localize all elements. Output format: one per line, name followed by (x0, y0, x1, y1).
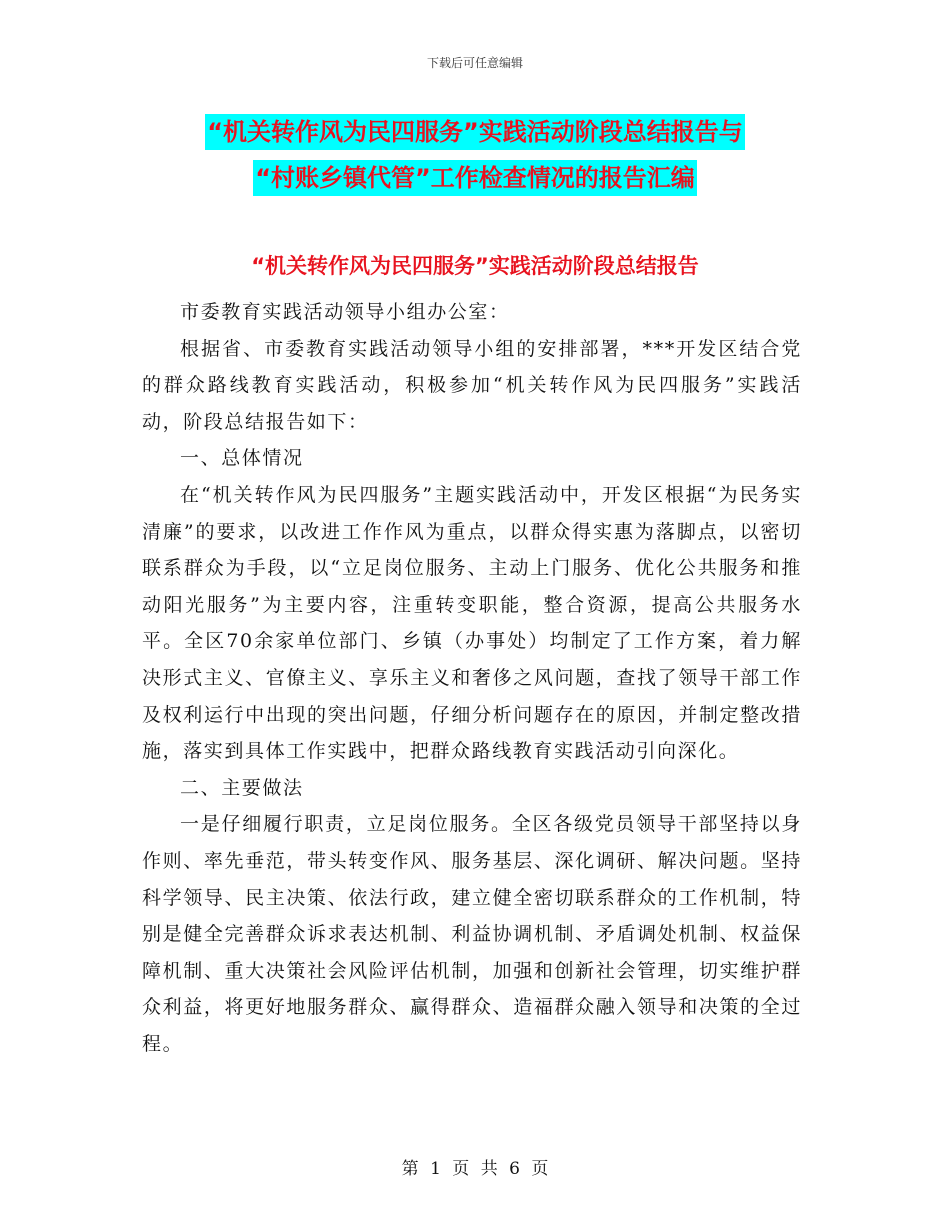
paragraph-intro: 根据省、市委教育实践活动领导小组的安排部署，***开发区结合党的群众路线教育实践活动，积极参加“机关转作风为民四服务”实践活动，阶段总结报告如下： (142, 337, 802, 433)
heading-overview: 一、总体情况 (180, 447, 304, 470)
document-body (142, 294, 802, 1062)
document-title-line-2 (0, 158, 950, 193)
page-footer: 第 1 页 共 6 页 (401, 1159, 549, 1179)
salutation: 市委教育实践活动领导小组办公室： (180, 301, 510, 323)
title-highlight-1: “机关转作风为民四服务”实践活动阶段总结报告与 (205, 114, 745, 150)
paragraph-overview: 在“机关转作风为民四服务”主题实践活动中，开发区根据“为民务实清廉”的要求，以改进工作作风为重点，以群众得实惠为落脚点，以密切联系群众为手段，以“立足岗位服务、主动上门服务、优化公共服务和推动阳光服务”为主要内容，注重转变职能，整合资源，提高公共服务水平。全区70余家单位部门、乡镇（办事处）均制定了工作方案，着力解决形式主义、官僚主义、享乐主义和奢侈之风问题，查找了领导干部工作及权利运行中出现的突出问题，仔细分析问题存在的原因，并制定整改措施，落实到具体工作实践中，把群众路线教育实践活动引向深化。 (142, 483, 802, 763)
document-title-line-1 (0, 112, 950, 147)
header-note: 下载后可任意编辑 (426, 56, 523, 70)
title-highlight-2: “村账乡镇代管”工作检查情况的报告汇编 (253, 160, 697, 196)
section-title: “机关转作风为民四服务”实践活动阶段总结报告 (251, 254, 699, 278)
paragraph-methods: 一是仔细履行职责，立足岗位服务。全区各级党员领导干部坚持以身作则、率先垂范，带头转变作风、服务基层、深化调研、解决问题。坚持科学领导、民主决策、依法行政，建立健全密切联系群众的工作机制，特别是健全完善群众诉求表达机制、利益协调机制、矛盾调处机制、权益保障机制、重大决策社会风险评估机制，加强和创新社会管理，切实维护群众利益，将更好地服务群众、赢得群众、造福群众融入领导和决策的全过程。 (142, 813, 802, 1055)
heading-methods: 二、主要做法 (180, 776, 304, 799)
